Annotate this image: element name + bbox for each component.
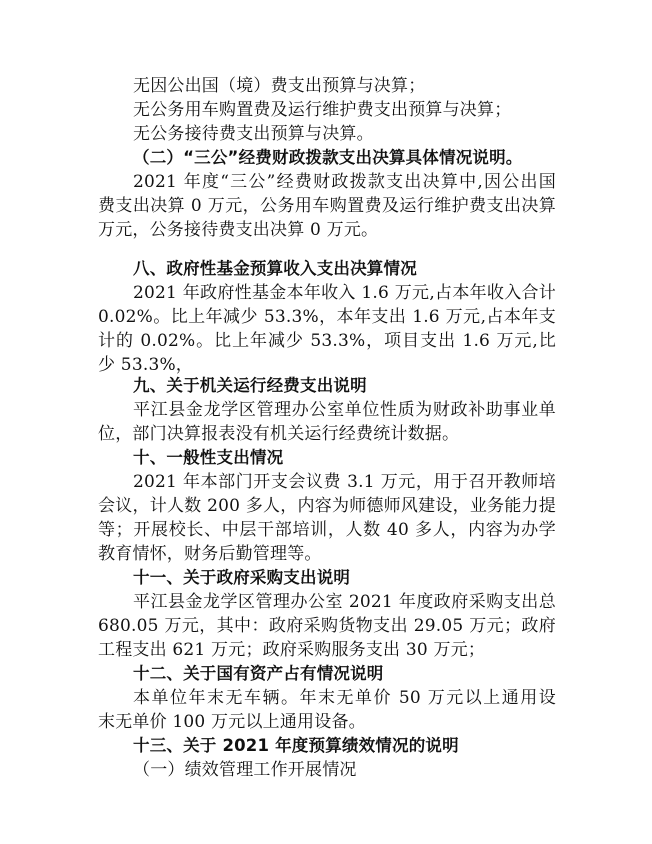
- subsection-heading-performance: （一）绩效管理工作开展情况: [133, 760, 357, 780]
- paragraph-line: 会议，计人数 200 多人，内容为师德师风建设，业务能力提: [98, 496, 556, 516]
- section-heading-9: 九、关于机关运行经费支出说明: [133, 376, 367, 395]
- paragraph-line: 末无单价 100 万元以上通用设备。: [98, 712, 366, 732]
- paragraph-line: 万元，公务接待费支出决算 0 万元。: [98, 220, 379, 240]
- paragraph-line: 工程支出 621 万元；政府采购服务支出 30 万元；: [98, 640, 486, 660]
- subsection-heading-three-public: （二）“三公”经费财政拨款支出决算具体情况说明。: [133, 148, 523, 167]
- text-line-no-overseas-travel: 无因公出国（境）费支出预算与决算；: [133, 76, 426, 96]
- paragraph-line: 教育情怀，财务后勤管理等。: [98, 544, 322, 564]
- paragraph-line: 计的 0.02%。比上年减少 53.3%，项目支出 1.6 万元,比: [98, 331, 556, 351]
- paragraph-line: 2021 年本部门开支会议费 3.1 万元，用于召开教师培: [133, 472, 556, 492]
- section-heading-12: 十二、关于国有资产占有情况说明: [133, 664, 384, 683]
- paragraph-line: 费支出决算 0 万元，公务用车购置费及运行维护费支出决算: [98, 196, 556, 216]
- paragraph-line: 0.02%。比上年减少 53.3%，本年支出 1.6 万元,占本年支: [98, 307, 556, 327]
- paragraph-line: 2021 年政府性基金本年收入 1.6 万元,占本年收入合计: [133, 283, 556, 303]
- paragraph-line: 680.05 万元，其中：政府采购货物支出 29.05 万元；政府: [98, 616, 556, 636]
- section-heading-13: 十三、关于 2021 年度预算绩效情况的说明: [133, 736, 459, 755]
- section-heading-8: 八、政府性基金预算收入支出决算情况: [133, 259, 417, 278]
- text-line-no-vehicle-expense: 无公务用车购置费及运行维护费支出预算与决算；: [133, 100, 512, 120]
- section-heading-10: 十、一般性支出情况: [133, 448, 284, 467]
- section-heading-11: 十一、关于政府采购支出说明: [133, 568, 351, 587]
- paragraph-line: 平江县金龙学区管理办公室 2021 年度政府采购支出总: [133, 592, 556, 612]
- paragraph-line: 少 53.3%，: [98, 355, 194, 375]
- paragraph-line: 平江县金龙学区管理办公室单位性质为财政补助事业单: [133, 400, 556, 420]
- text-line-no-reception-expense: 无公务接待费支出预算与决算。: [133, 124, 374, 144]
- paragraph-line: 位，部门决算报表没有机关运行经费统计数据。: [98, 424, 460, 444]
- paragraph-line: 本单位年末无车辆。年末无单价 50 万元以上通用设: [133, 688, 556, 708]
- paragraph-line: 等；开展校长、中层干部培训，人数 40 多人，内容为办学: [98, 520, 556, 540]
- paragraph-line: 2021 年度“三公”经费财政拨款支出决算中,因公出国: [133, 172, 556, 192]
